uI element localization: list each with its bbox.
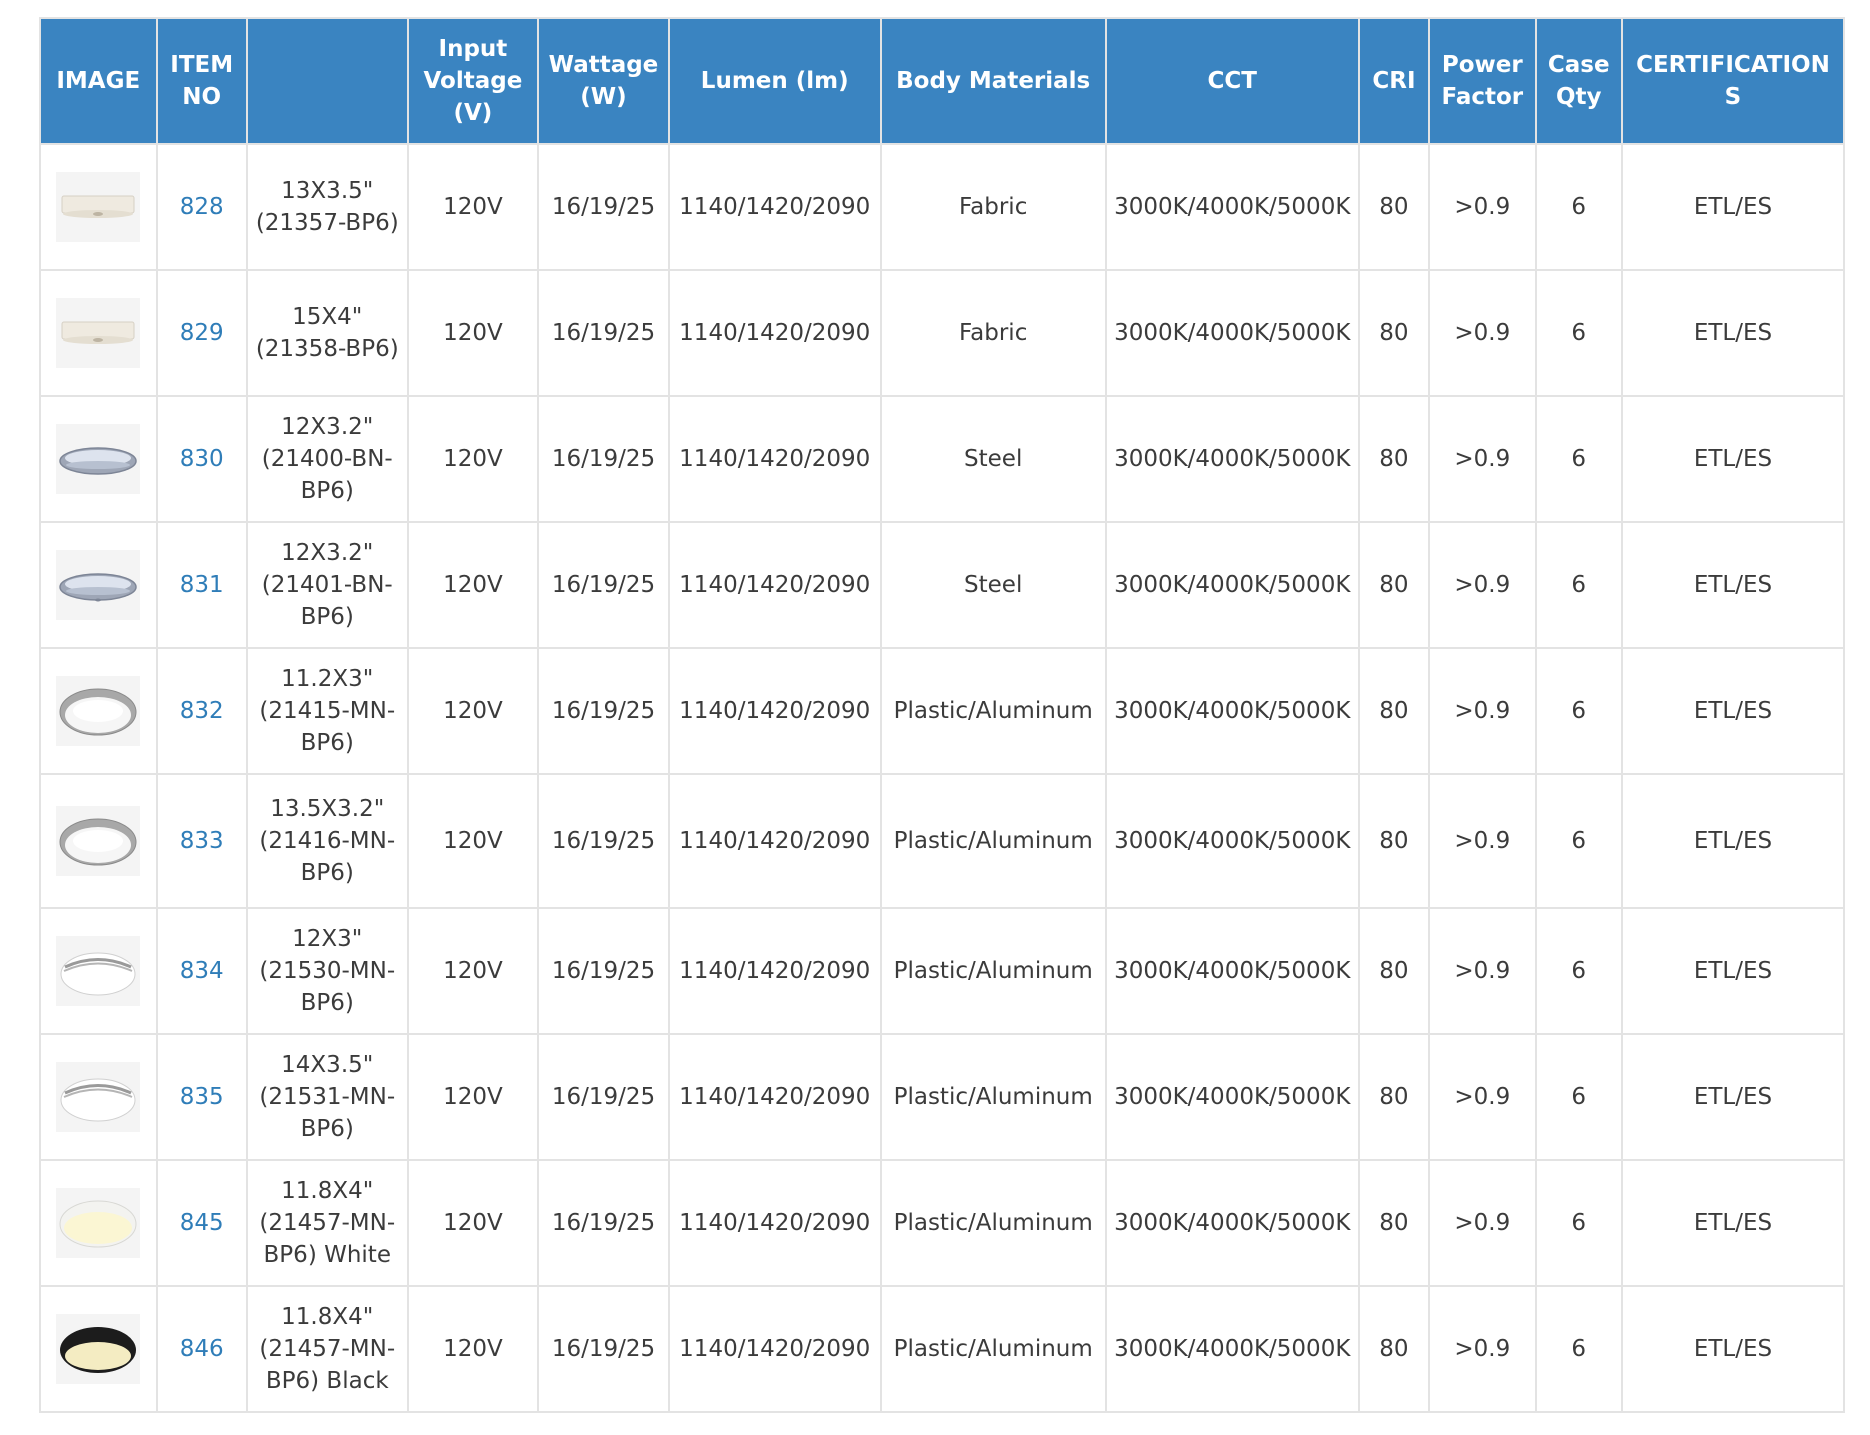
voltage-cell: 120V [408,270,539,396]
item-no-link[interactable]: 828 [179,194,224,220]
description-cell: 13.5X3.2" (21416-MN-BP6) [247,774,408,908]
item-no-cell [157,396,247,522]
item-no-link[interactable]: 845 [179,1210,224,1236]
lumen-cell: 1140/1420/2090 [669,1034,881,1160]
power-factor-cell: >0.9 [1429,522,1535,648]
header-description [247,18,408,144]
banded-dome-fixture-icon [56,936,140,1006]
product-thumbnail[interactable] [56,806,140,876]
product-image-cell [40,396,157,522]
header-body-materials: Body Materials [881,18,1106,144]
product-image-cell [40,144,157,270]
material-cell: Plastic/Aluminum [881,648,1106,774]
header-lumen: Lumen (lm) [669,18,881,144]
header-certifications: CERTIFICATIONS [1622,18,1844,144]
table-row [40,522,1844,648]
lumen-cell: 1140/1420/2090 [669,270,881,396]
lumen-cell: 1140/1420/2090 [669,144,881,270]
case-qty-cell: 6 [1536,1160,1622,1286]
product-image-cell [40,908,157,1034]
certification-cell: ETL/ES [1622,1286,1844,1412]
header-item-no: ITEM NO [157,18,247,144]
cct-cell: 3000K/4000K/5000K [1106,396,1359,522]
table-row [40,396,1844,522]
header-cct: CCT [1106,18,1359,144]
wattage-cell: 16/19/25 [538,908,669,1034]
voltage-cell: 120V [408,908,539,1034]
certification-cell: ETL/ES [1622,270,1844,396]
lumen-cell: 1140/1420/2090 [669,396,881,522]
product-thumbnail[interactable] [56,424,140,494]
cct-cell: 3000K/4000K/5000K [1106,270,1359,396]
lumen-cell: 1140/1420/2090 [669,522,881,648]
item-no-cell [157,648,247,774]
voltage-cell: 120V [408,396,539,522]
item-no-link[interactable]: 831 [179,572,224,598]
wattage-cell: 16/19/25 [538,1160,669,1286]
lumen-cell: 1140/1420/2090 [669,1160,881,1286]
power-factor-cell: >0.9 [1429,396,1535,522]
voltage-cell: 120V [408,1160,539,1286]
banded-dome-fixture-icon [56,1062,140,1132]
table-row [40,1160,1844,1286]
table-row [40,908,1844,1034]
power-factor-cell: >0.9 [1429,1034,1535,1160]
header-wattage: Wattage (W) [538,18,669,144]
material-cell: Steel [881,522,1106,648]
cri-cell: 80 [1359,144,1429,270]
material-cell: Plastic/Aluminum [881,908,1106,1034]
header-image: IMAGE [40,18,157,144]
product-image-cell [40,648,157,774]
description-cell: 13X3.5" (21357-BP6) [247,144,408,270]
material-cell: Steel [881,396,1106,522]
lumen-cell: 1140/1420/2090 [669,648,881,774]
product-spec-table [39,17,1845,1413]
power-factor-cell: >0.9 [1429,1160,1535,1286]
table-row [40,144,1844,270]
description-cell: 12X3.2" (21401-BN-BP6) [247,522,408,648]
item-no-link[interactable]: 834 [179,958,224,984]
cri-cell: 80 [1359,1286,1429,1412]
wattage-cell: 16/19/25 [538,270,669,396]
certification-cell: ETL/ES [1622,908,1844,1034]
header-input-voltage: Input Voltage (V) [408,18,539,144]
table-row [40,1286,1844,1412]
cri-cell: 80 [1359,774,1429,908]
product-thumbnail[interactable] [56,936,140,1006]
cri-cell: 80 [1359,522,1429,648]
voltage-cell: 120V [408,774,539,908]
description-cell: 11.8X4" (21457-MN-BP6) White [247,1160,408,1286]
item-no-cell [157,1160,247,1286]
voltage-cell: 120V [408,648,539,774]
wattage-cell: 16/19/25 [538,1034,669,1160]
product-image-cell [40,774,157,908]
item-no-link[interactable]: 830 [179,446,224,472]
cct-cell: 3000K/4000K/5000K [1106,144,1359,270]
lumen-cell: 1140/1420/2090 [669,908,881,1034]
drum-fixture-icon [56,172,140,242]
material-cell: Plastic/Aluminum [881,1160,1106,1286]
lumen-cell: 1140/1420/2090 [669,774,881,908]
wattage-cell: 16/19/25 [538,648,669,774]
product-image-cell [40,270,157,396]
case-qty-cell: 6 [1536,522,1622,648]
cri-cell: 80 [1359,1160,1429,1286]
cct-cell: 3000K/4000K/5000K [1106,908,1359,1034]
cri-cell: 80 [1359,1034,1429,1160]
description-cell: 14X3.5" (21531-MN-BP6) [247,1034,408,1160]
item-no-cell [157,522,247,648]
cri-cell: 80 [1359,396,1429,522]
cri-cell: 80 [1359,648,1429,774]
cct-cell: 3000K/4000K/5000K [1106,1034,1359,1160]
certification-cell: ETL/ES [1622,774,1844,908]
voltage-cell: 120V [408,1286,539,1412]
table-header-row [40,18,1844,144]
dome-fixture-icon [56,676,140,746]
table-row [40,270,1844,396]
cct-cell: 3000K/4000K/5000K [1106,648,1359,774]
case-qty-cell: 6 [1536,1034,1622,1160]
description-cell: 11.8X4" (21457-MN-BP6) Black [247,1286,408,1412]
power-factor-cell: >0.9 [1429,270,1535,396]
black-flush-fixture-icon [56,1314,140,1384]
voltage-cell: 120V [408,144,539,270]
item-no-cell [157,144,247,270]
item-no-cell [157,908,247,1034]
wattage-cell: 16/19/25 [538,1286,669,1412]
dome-fixture-icon [56,806,140,876]
voltage-cell: 120V [408,1034,539,1160]
certification-cell: ETL/ES [1622,1034,1844,1160]
case-qty-cell: 6 [1536,144,1622,270]
header-power-factor: Power Factor [1429,18,1535,144]
wattage-cell: 16/19/25 [538,774,669,908]
product-thumbnail[interactable] [56,550,140,620]
cri-cell: 80 [1359,270,1429,396]
item-no-link[interactable]: 829 [179,320,224,346]
material-cell: Fabric [881,144,1106,270]
power-factor-cell: >0.9 [1429,774,1535,908]
lumen-cell: 1140/1420/2090 [669,1286,881,1412]
table-row [40,1034,1844,1160]
table-row [40,648,1844,774]
product-thumbnail[interactable] [56,1188,140,1258]
item-no-link[interactable]: 846 [179,1336,224,1362]
drum-fixture-icon [56,298,140,368]
wattage-cell: 16/19/25 [538,522,669,648]
certification-cell: ETL/ES [1622,522,1844,648]
cct-cell: 3000K/4000K/5000K [1106,522,1359,648]
case-qty-cell: 6 [1536,270,1622,396]
case-qty-cell: 6 [1536,648,1622,774]
case-qty-cell: 6 [1536,396,1622,522]
material-cell: Fabric [881,270,1106,396]
power-factor-cell: >0.9 [1429,908,1535,1034]
header-cri: CRI [1359,18,1429,144]
product-image-cell [40,1160,157,1286]
product-image-cell [40,522,157,648]
certification-cell: ETL/ES [1622,144,1844,270]
item-no-link[interactable]: 832 [179,698,224,724]
product-thumbnail[interactable] [56,298,140,368]
ring-fixture-icon [56,424,140,494]
certification-cell: ETL/ES [1622,396,1844,522]
item-no-cell [157,1286,247,1412]
product-thumbnail[interactable] [56,676,140,746]
product-image-cell [40,1286,157,1412]
wattage-cell: 16/19/25 [538,144,669,270]
material-cell: Plastic/Aluminum [881,1286,1106,1412]
product-thumbnail[interactable] [56,172,140,242]
table-row [40,774,1844,908]
certification-cell: ETL/ES [1622,1160,1844,1286]
header-case-qty: Case Qty [1536,18,1622,144]
material-cell: Plastic/Aluminum [881,1034,1106,1160]
item-no-link[interactable]: 835 [179,1084,224,1110]
power-factor-cell: >0.9 [1429,144,1535,270]
cct-cell: 3000K/4000K/5000K [1106,1286,1359,1412]
power-factor-cell: >0.9 [1429,1286,1535,1412]
item-no-cell [157,774,247,908]
white-flush-fixture-icon [56,1188,140,1258]
cct-cell: 3000K/4000K/5000K [1106,774,1359,908]
description-cell: 12X3.2" (21400-BN-BP6) [247,396,408,522]
cri-cell: 80 [1359,908,1429,1034]
product-image-cell [40,1034,157,1160]
voltage-cell: 120V [408,522,539,648]
cct-cell: 3000K/4000K/5000K [1106,1160,1359,1286]
item-no-link[interactable]: 833 [179,828,224,854]
ring-fixture-icon [56,550,140,620]
description-cell: 11.2X3" (21415-MN-BP6) [247,648,408,774]
product-thumbnail[interactable] [56,1062,140,1132]
case-qty-cell: 6 [1536,774,1622,908]
item-no-cell [157,1034,247,1160]
material-cell: Plastic/Aluminum [881,774,1106,908]
case-qty-cell: 6 [1536,908,1622,1034]
item-no-cell [157,270,247,396]
product-thumbnail[interactable] [56,1314,140,1384]
case-qty-cell: 6 [1536,1286,1622,1412]
certification-cell: ETL/ES [1622,648,1844,774]
wattage-cell: 16/19/25 [538,396,669,522]
description-cell: 12X3" (21530-MN-BP6) [247,908,408,1034]
power-factor-cell: >0.9 [1429,648,1535,774]
description-cell: 15X4" (21358-BP6) [247,270,408,396]
